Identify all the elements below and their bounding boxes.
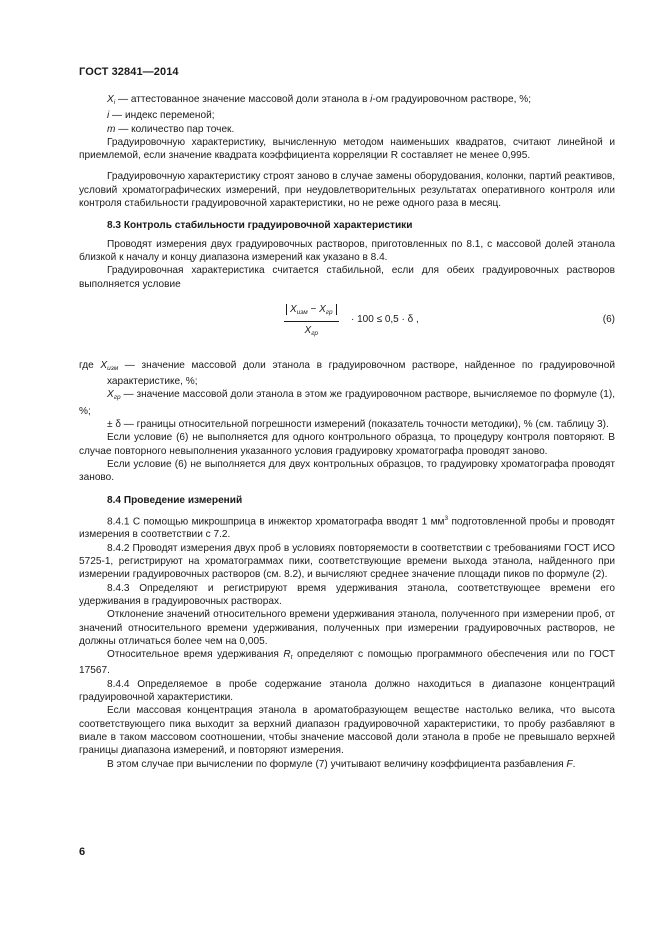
definition-i: i — индекс переменой;	[107, 110, 215, 122]
definition-delta: ± δ — границы относительной погрешности измерений (показатель точности методики), % (см. таблицу 3).	[107, 419, 609, 431]
paragraph-8-4-1: 8.4.1 С помощью микрошприца в инжектор хроматографа вводят 1 $мм^3$ подготовленной пробы и проводят измерения в соответствии с 7.2.	[79, 514, 615, 541]
paragraph-8-4-3-deviation: Отклонение значений относительного времени удерживания этанола, полученного при измерении проб, от значений относительного времени удерживания, полученных при измерении градуировочных растворов, не должны отличаться более чем на 0,005.	[79, 609, 615, 647]
paragraph-condition-one: Если условие (6) не выполняется для одного контрольного образца, то процедуру контроля повторяют. В случае повторного невыполнения указанного условия градуировку хроматографа проводят заново.	[79, 432, 615, 457]
section-heading-8-3: 8.3 Контроль стабильности градуировочной характеристики	[107, 220, 413, 232]
formula-number: (6)	[602, 313, 615, 325]
formula-6	[79, 301, 615, 351]
page-header-title: ГОСТ 32841—2014	[79, 66, 179, 78]
paragraph-8-4-3: 8.4.3 Определяют и регистрируют время удерживания этанола, соответствующее времени его удерживания в градуировочных растворах.	[79, 582, 615, 607]
section-heading-8-4: 8.4 Проведение измерений	[107, 494, 243, 506]
definition-m: m — количество пар точек.	[107, 123, 235, 135]
paragraph-8-4-4-factor: В этом случае при вычислении по формуле (7) учитывают величину коэффициента разбавления F.	[107, 758, 576, 770]
paragraph-8-4-3-relative-time: Относительное время удерживания $R_t$ определяют с помощью программного обеспечения или по ГОСТ 17567.	[79, 649, 615, 677]
paragraph-8-4-4: 8.4.4 Определяемое в пробе содержание этанола должно находиться в диапазоне концентраций градуировочной характеристики.	[79, 678, 615, 704]
paragraph-8-4-4-dilution: Если массовая концентрация этанола в ароматобразующем веществе настолько велика, что высота соответствующего пика выходит за верхний диапазон градуировочной характеристики, то пробу разбавляют в виале в таком массовом соотношении, чтобы значение массовой доли этанола в пробе не превышало верхней границы диапазона измерений, и повторяют измерения.	[79, 705, 615, 757]
formula-numerator: $X_{изм} - X_{гр}$	[284, 303, 339, 322]
page-number: 6	[79, 846, 86, 858]
paragraph-8-4-2: 8.4.2 Проводят измерения двух проб в условиях повторяемости в соответствии с требованиями ГОСТ ИСО 5725-1, регистрируют на хроматограммах пики, соответствующие времени выхода этанола, найденного при измерении градуировочных растворов (см. 8.2), и вычисляют среднее значение площади пиков по формуле (2).	[79, 542, 615, 581]
paragraph-calibration-linear: Градуировочную характеристику, вычисленную методом наименьших квадратов, считают линейной и приемлемой, если значение квадрата коэффициента корреляции R составляет не менее 0,995.	[79, 136, 615, 162]
formula-fraction	[284, 303, 339, 341]
document-body	[79, 93, 615, 771]
formula-denominator: $X_{гр}$	[304, 325, 319, 338]
definition-xmeas: где $X_{изм}$ — значение массовой доли этанола в градуировочном растворе, найденное по градуировочной характеристике, %;	[79, 359, 615, 388]
paragraph-8-3-2: Градуировочная характеристика считается стабильной, если для обеих градуировочных растворов выполняется условие	[79, 265, 615, 290]
paragraph-condition-two: Если условие (6) не выполняется для двух контрольных образцов, то градуировку хроматографа проводят заново.	[79, 458, 615, 484]
paragraph-8-3-1: Проводят измерения двух градуировочных растворов, приготовленных по 8.1, с массовой долей этанола близкой к началу и концу диапазона измерений как указано в 8.4.	[79, 238, 615, 263]
paragraph-calibration-rebuild: Градуировочную характеристику строят заново в случае замены оборудования, колонки, партий реактивов, условий хроматографических измерений, при неудовлетворительных результатах оперативного контроля или контроля стабильности градуировочной характеристики, но не реже одного раза в месяц.	[79, 171, 615, 210]
definition-xi: $X_i$ — аттестованное значение массовой доли этанола в i-ом градуировочном растворе, %;	[107, 94, 532, 106]
definition-xgr: $X_{гр}$ — значение массовой доли этанола в этом же градуировочном растворе, вычисляемое по формуле (1), %;	[79, 389, 615, 417]
formula-rhs: · 100 ≤ 0,5 · δ ,	[351, 313, 419, 325]
